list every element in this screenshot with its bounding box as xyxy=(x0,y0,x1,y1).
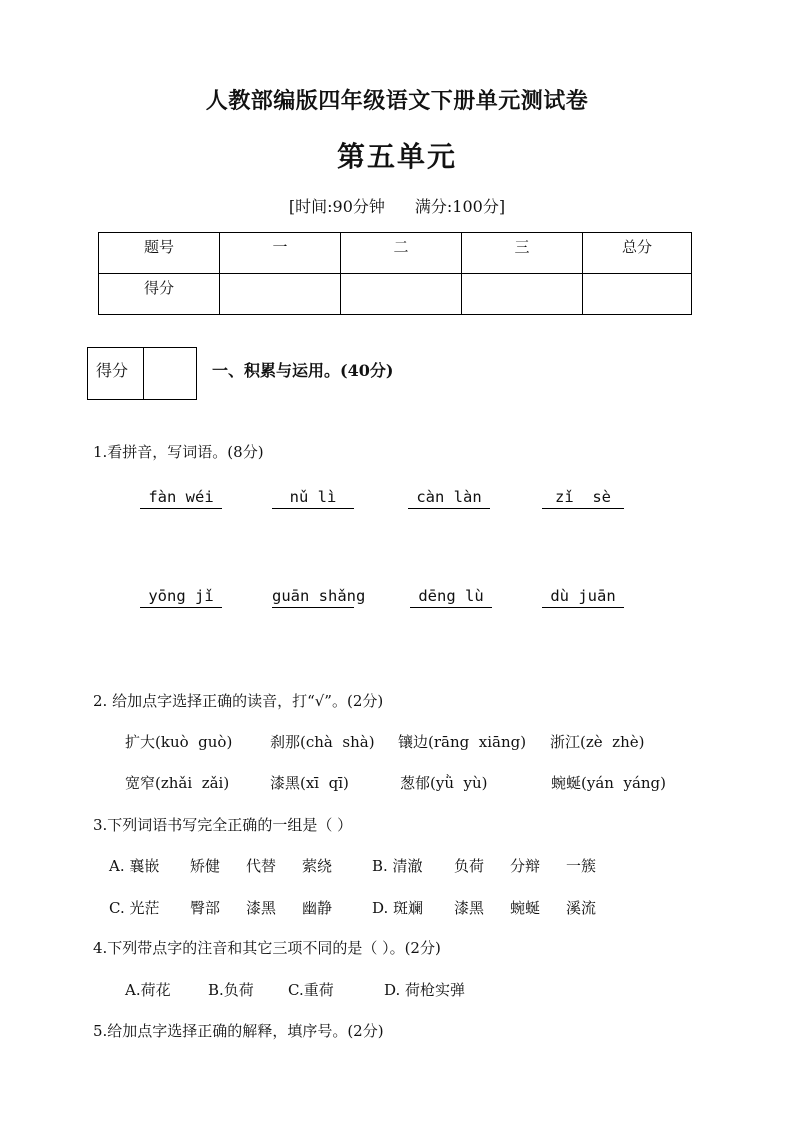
q3-word: 幽静 xyxy=(302,899,333,917)
q4-prompt: 4.下列带点字的注音和其它三项不同的是（ ）。(2分) xyxy=(93,939,441,957)
q2-prompt: 2. 给加点字选择正确的读音，打“√”。(2分) xyxy=(93,692,384,710)
q2-item[interactable]: 葱郁(yǜ yù) xyxy=(400,774,488,792)
score-cell[interactable] xyxy=(462,274,583,315)
time-info: [时间:90分钟 xyxy=(288,197,385,216)
score-table-header: 题号 xyxy=(99,233,220,274)
q3-option[interactable]: D. 斑斓 xyxy=(372,899,424,917)
q2-item[interactable]: 扩大(kuò guò) xyxy=(125,733,233,751)
q5-prompt: 5.给加点字选择正确的解释，填序号。(2分) xyxy=(93,1022,384,1040)
q2-item[interactable]: 宽窄(zhǎi zǎi) xyxy=(125,774,230,792)
q3-word: 负荷 xyxy=(454,857,485,875)
pinyin-blank[interactable]: càn làn xyxy=(408,488,490,509)
score-table-header: 三 xyxy=(462,233,583,274)
q4-option[interactable]: A.荷花 xyxy=(125,981,171,999)
score-table-header-row xyxy=(99,233,692,274)
q3-option[interactable]: B. 清澈 xyxy=(372,857,423,875)
q2-item[interactable]: 浙江(zè zhè) xyxy=(550,733,645,751)
score-table-header: 一 xyxy=(220,233,341,274)
section-score-label: 得分 xyxy=(96,361,129,380)
score-cell[interactable] xyxy=(341,274,462,315)
exam-info xyxy=(0,194,794,217)
q3-option[interactable]: A. 襄嵌 xyxy=(109,857,160,875)
score-row-label: 得分 xyxy=(99,274,220,315)
pinyin-blank[interactable]: guān shǎng xyxy=(272,587,354,608)
score-table-header: 总分 xyxy=(583,233,692,274)
q3-word: 漆黑 xyxy=(454,899,485,917)
unit-title: 第五单元 xyxy=(336,140,457,173)
q1-prompt: 1.看拼音，写词语。(8分) xyxy=(93,443,264,461)
pinyin-blank[interactable]: dēng lù xyxy=(410,587,492,608)
pinyin-blank[interactable]: nǔ lì xyxy=(272,488,354,509)
score-box-divider xyxy=(143,348,144,399)
q2-item[interactable]: 蜿蜒(yán yáng) xyxy=(551,774,666,792)
q3-word: 溪流 xyxy=(566,899,597,917)
section-score-box xyxy=(87,347,197,400)
score-cell[interactable] xyxy=(583,274,692,315)
q3-word: 臀部 xyxy=(190,899,221,917)
score-cell[interactable] xyxy=(220,274,341,315)
pinyin-blank[interactable]: zǐ sè xyxy=(542,488,624,509)
q2-item[interactable]: 刹那(chà shà) xyxy=(270,733,375,751)
score-table-header: 二 xyxy=(341,233,462,274)
q2-item[interactable]: 镶边(rāng xiāng) xyxy=(398,733,527,751)
q3-word: 蜿蜒 xyxy=(510,899,541,917)
q3-word: 矫健 xyxy=(190,857,221,875)
q3-option[interactable]: C. 光茫 xyxy=(109,899,160,917)
score-table xyxy=(98,232,692,315)
paper-title: 人教部编版四年级语文下册单元测试卷 xyxy=(205,88,589,114)
q3-word: 一簇 xyxy=(566,857,597,875)
pinyin-blank[interactable]: yōng jǐ xyxy=(140,587,222,608)
pinyin-blank[interactable]: dù juān xyxy=(542,587,624,608)
q3-word: 分辩 xyxy=(510,857,541,875)
q4-option[interactable]: C.重荷 xyxy=(288,981,334,999)
q3-word: 代替 xyxy=(246,857,277,875)
q3-word: 漆黑 xyxy=(246,899,277,917)
q4-option[interactable]: D. 荷枪实弹 xyxy=(384,981,466,999)
q2-item[interactable]: 漆黑(xī qī) xyxy=(270,774,349,792)
score-info: 满分:100分] xyxy=(414,197,506,216)
q4-option[interactable]: B.负荷 xyxy=(208,981,254,999)
section-1-title: 一、积累与运用。(40分) xyxy=(212,361,394,380)
q3-word: 萦绕 xyxy=(302,857,333,875)
q3-prompt: 3.下列词语书写完全正确的一组是（ ） xyxy=(93,816,353,834)
score-table-row xyxy=(99,274,692,315)
pinyin-blank[interactable]: fàn wéi xyxy=(140,488,222,509)
